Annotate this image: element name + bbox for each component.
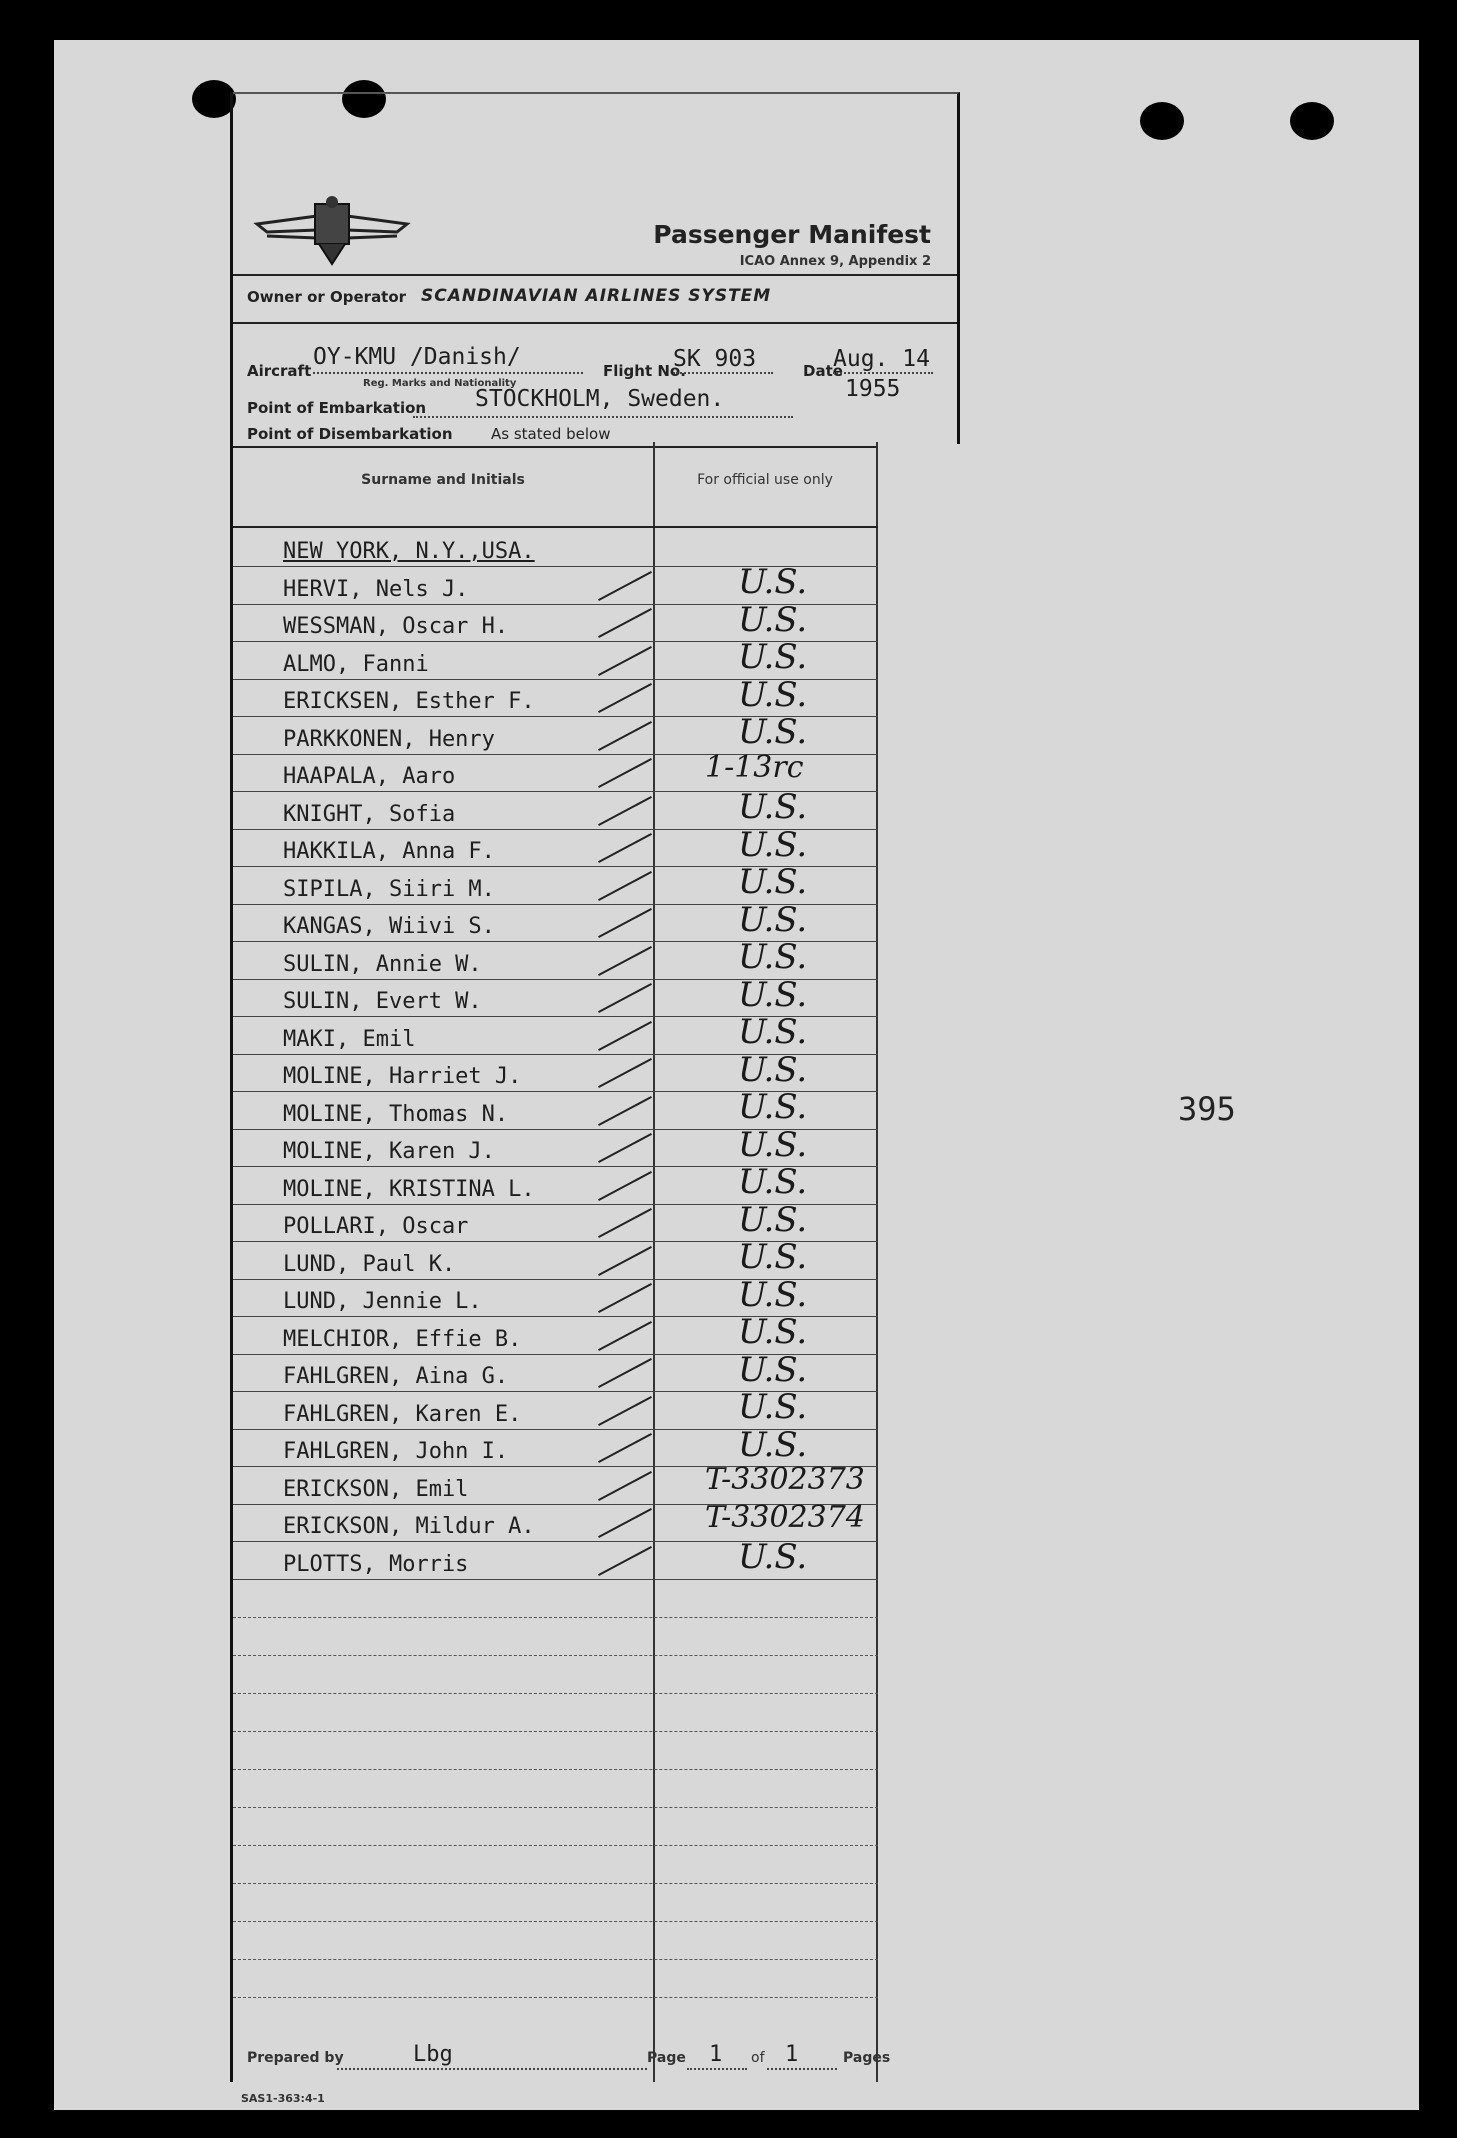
embark-underline [413, 416, 793, 418]
of-value: 1 [785, 2042, 799, 2067]
check-tick-mark [598, 1508, 652, 1538]
passenger-name: KANGAS, Wiivi S. [283, 914, 495, 939]
passenger-name: MOLINE, KRISTINA L. [283, 1176, 535, 1202]
blank-row [233, 1921, 878, 1960]
destination-row [233, 526, 878, 567]
blank-row [233, 1807, 878, 1846]
official-use-entry: T-3302373 [705, 1462, 865, 1497]
page-underline [687, 2068, 747, 2070]
check-tick-mark [598, 908, 652, 938]
aircraft-value: OY-KMU /Danish/ [313, 344, 521, 370]
passenger-name: MELCHIOR, Effie B. [283, 1326, 522, 1352]
flight-value: SK 903 [673, 346, 757, 372]
form-number: SAS1-363:4-1 [241, 2092, 325, 2105]
passenger-name: MOLINE, Karen J. [283, 1139, 495, 1164]
destination-text: NEW YORK, N.Y.,USA. [283, 539, 535, 564]
check-tick-mark [598, 1133, 652, 1163]
of-label: of [751, 2050, 765, 2066]
date-value: Aug. 14 [833, 346, 930, 372]
official-use-entry: U.S. [738, 1537, 808, 1577]
aircraft-sublabel: Reg. Marks and Nationality [363, 378, 517, 389]
col-header-official: For official use only [697, 472, 833, 488]
form-header [233, 92, 960, 444]
passenger-name: SULIN, Annie W. [283, 951, 482, 977]
flight-label: Flight No. [603, 362, 686, 380]
check-tick-mark [598, 571, 652, 601]
check-tick-mark [598, 946, 652, 976]
official-use-entry: U.S. [738, 1387, 808, 1427]
check-tick-mark [598, 1396, 652, 1426]
aircraft-underline [313, 372, 583, 374]
official-use-entry: U.S. [738, 1349, 808, 1390]
check-tick-mark [598, 1096, 652, 1126]
check-tick-mark [598, 833, 652, 863]
owner-value: SCANDINAVIAN AIRLINES SYSTEM [421, 286, 772, 306]
passenger-name: FAHLGREN, John I. [283, 1439, 509, 1464]
passenger-name: MOLINE, Thomas N. [283, 1101, 509, 1127]
prepared-value: Lbg [413, 2042, 453, 2067]
of-underline [767, 2068, 837, 2070]
official-use-entry: U.S. [738, 1237, 808, 1277]
check-tick-mark [598, 721, 652, 751]
passenger-name: ERICKSON, Mildur A. [283, 1514, 535, 1539]
official-use-entry: U.S. [738, 937, 808, 977]
page-value: 1 [709, 2042, 723, 2067]
passenger-name: PARKKONEN, Henry [283, 726, 495, 752]
divider [233, 322, 957, 324]
check-tick-mark [598, 1321, 652, 1351]
passenger-name: LUND, Paul K. [283, 1251, 456, 1277]
official-use-entry: U.S. [738, 899, 808, 940]
check-tick-mark [598, 646, 652, 676]
official-use-entry: U.S. [738, 1049, 808, 1090]
check-tick-mark [598, 1021, 652, 1051]
passenger-name: HERVI, Nels J. [283, 576, 469, 602]
year-value: 1955 [845, 376, 901, 402]
disembark-label: Point of Disembarkation [247, 425, 453, 443]
check-tick-mark [598, 983, 652, 1013]
blank-row [233, 1845, 878, 1884]
pages-label: Pages [843, 2050, 891, 2066]
prepared-label: Prepared by [247, 2050, 344, 2066]
check-tick-mark [598, 1171, 652, 1201]
official-use-entry: U.S. [738, 637, 808, 677]
disembark-value: As stated below [491, 425, 611, 443]
owner-label: Owner or Operator [247, 288, 407, 306]
passenger-name: MOLINE, Harriet J. [283, 1064, 522, 1089]
check-tick-mark [598, 1208, 652, 1238]
check-tick-mark [598, 796, 652, 826]
check-tick-mark [598, 758, 652, 788]
official-use-entry: U.S. [738, 1424, 808, 1465]
official-use-entry: U.S. [738, 1124, 808, 1165]
passenger-name: KNIGHT, Sofia [283, 801, 456, 827]
official-use-entry: U.S. [738, 974, 808, 1015]
check-tick-mark [598, 608, 652, 638]
manifest-sheet [54, 40, 1419, 2110]
passenger-name: FAHLGREN, Karen E. [283, 1401, 522, 1427]
passenger-name: ERICKSON, Emil [283, 1476, 469, 1502]
blank-row [233, 1655, 878, 1694]
passenger-name: WESSMAN, Oscar H. [283, 614, 509, 639]
check-tick-mark [598, 1546, 652, 1576]
form-title: Passenger Manifest [653, 220, 931, 249]
check-tick-mark [598, 1358, 652, 1388]
passenger-name: LUND, Jennie L. [283, 1289, 482, 1314]
official-use-entry: U.S. [738, 787, 808, 827]
prepared-underline [337, 2068, 647, 2070]
passenger-name: SULIN, Evert W. [283, 989, 482, 1014]
blank-row [233, 1883, 878, 1922]
official-use-entry: U.S. [738, 1312, 808, 1352]
official-use-entry: U.S. [738, 599, 808, 640]
punch-hole [1140, 102, 1184, 140]
official-use-entry: U.S. [738, 1274, 808, 1315]
passenger-name: PLOTTS, Morris [283, 1551, 469, 1577]
official-use-entry: U.S. [738, 1162, 808, 1202]
date-underline [833, 372, 933, 374]
official-use-entry: U.S. [738, 1087, 808, 1127]
blank-row [233, 1769, 878, 1808]
date-label: Date [803, 362, 843, 380]
passenger-name: POLLARI, Oscar [283, 1214, 469, 1239]
passenger-name: SIPILA, Siiri M. [283, 876, 495, 902]
blank-row [233, 1617, 878, 1656]
passenger-name: ERICKSEN, Esther F. [283, 689, 535, 714]
passenger-table [233, 442, 873, 2082]
check-tick-mark [598, 871, 652, 901]
stamp-number: 395 [1178, 1090, 1236, 1128]
official-use-entry: U.S. [738, 562, 808, 602]
check-tick-mark [598, 1058, 652, 1088]
check-tick-mark [598, 1283, 652, 1313]
passenger-name: HAAPALA, Aaro [283, 764, 456, 789]
blank-row [233, 1579, 878, 1618]
punch-hole [1290, 102, 1334, 140]
official-use-entry: U.S. [738, 862, 808, 902]
form-subtitle: ICAO Annex 9, Appendix 2 [739, 254, 931, 269]
airline-wings-logo-icon [247, 194, 417, 274]
flight-underline [673, 372, 773, 374]
official-use-entry: U.S. [738, 674, 808, 715]
aircraft-label: Aircraft [247, 362, 312, 380]
passenger-name: FAHLGREN, Aina G. [283, 1364, 509, 1389]
official-use-entry: U.S. [738, 1012, 808, 1052]
page-label: Page [647, 2050, 686, 2066]
passenger-name: ALMO, Fanni [283, 651, 429, 677]
official-use-entry: U.S. [738, 824, 808, 865]
blank-row [233, 1693, 878, 1732]
check-tick-mark [598, 1246, 652, 1276]
passenger-name: HAKKILA, Anna F. [283, 839, 495, 864]
passenger-name: MAKI, Emil [283, 1026, 416, 1052]
official-use-entry: T-3302374 [705, 1499, 865, 1535]
blank-row [233, 1731, 878, 1770]
check-tick-mark [598, 683, 652, 713]
col-header-name: Surname and Initials [361, 472, 525, 488]
manifest-form [230, 92, 961, 2105]
table-row [233, 1537, 878, 1580]
embark-value: STOCKHOLM, Sweden. [475, 386, 725, 412]
blank-row [233, 1959, 878, 1998]
divider [233, 274, 957, 276]
check-tick-mark [598, 1471, 652, 1501]
check-tick-mark [598, 1433, 652, 1463]
official-use-entry: U.S. [738, 712, 808, 752]
official-use-entry: U.S. [738, 1199, 808, 1240]
official-use-entry: 1-13rc [705, 749, 804, 785]
embark-label: Point of Embarkation [247, 399, 427, 417]
